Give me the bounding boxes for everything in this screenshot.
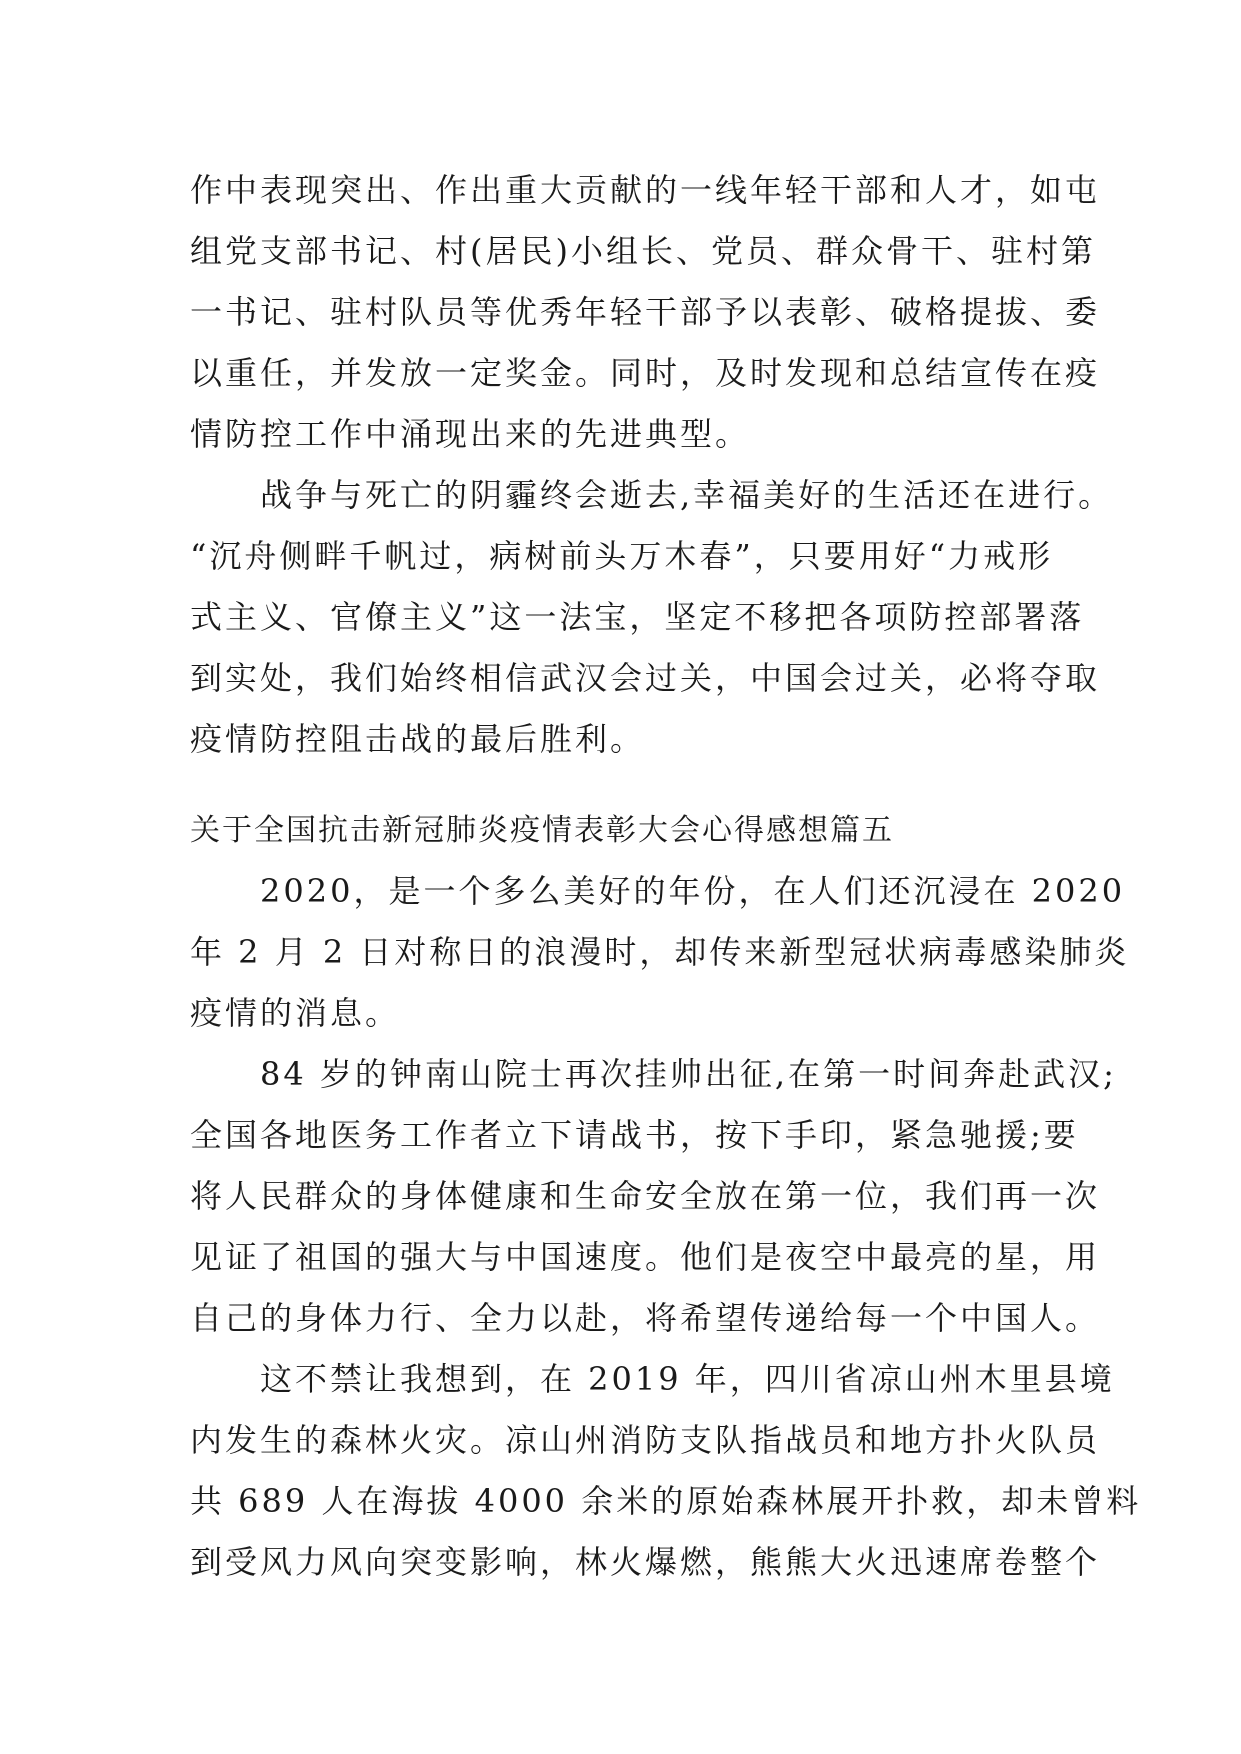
text-line: 84 岁的钟南山院士再次挂帅出征,在第一时间奔赴武汉; [190,1055,1117,1093]
text-line: 作中表现突出、作出重大贡献的一线年轻干部和人才，如屯 [190,171,1101,209]
text-line: 组党支部书记、村(居民)小组长、党员、群众骨干、驻村第 [190,232,1096,270]
text-line: 2020，是一个多么美好的年份，在人们还沉浸在 2020 [190,872,1126,910]
text-line: 自己的身体力行、全力以赴，将希望传递给每一个中国人。 [190,1299,1101,1337]
text-line: “沉舟侧畔千帆过，病树前头万木春”，只要用好“力戒形 [190,537,1054,575]
text-line: 疫情的消息。 [190,994,401,1032]
text-line: 战争与死亡的阴霾终会逝去,幸福美好的生活还在进行。 [190,476,1114,514]
document-body [190,160,1142,1593]
text-line: 一书记、驻村队员等优秀年轻干部予以表彰、破格提拔、委 [190,293,1101,331]
text-line: 内发生的森林火灾。凉山州消防支队指战员和地方扑火队员 [190,1421,1101,1459]
text-line: 到实处，我们始终相信武汉会过关，中国会过关，必将夺取 [190,659,1101,697]
text-line: 年 2 月 2 日对称日的浪漫时，却传来新型冠状病毒感染肺炎 [190,933,1130,971]
text-line: 以重任，并发放一定奖金。同时，及时发现和总结宣传在疫 [190,354,1101,392]
paragraph [190,465,1114,770]
paragraph [190,1044,1117,1349]
text-line: 情防控工作中涌现出来的先进典型。 [190,415,751,453]
text-line: 疫情防控阻击战的最后胜利。 [190,720,646,758]
paragraph [190,1349,1142,1593]
text-line: 全国各地医务工作者立下请战书，按下手印，紧急驰援;要 [190,1116,1079,1154]
text-line: 将人民群众的身体健康和生命安全放在第一位，我们再一次 [190,1177,1101,1215]
paragraph [190,861,1130,1044]
text-line: 这不禁让我想到，在 2019 年，四川省凉山州木里县境 [190,1360,1115,1398]
text-line: 共 689 人在海拔 4000 余米的原始森林展开扑救，却未曾料 [190,1482,1142,1520]
text-line: 见证了祖国的强大与中国速度。他们是夜空中最亮的星，用 [190,1238,1101,1276]
section-gap [190,770,1060,800]
text-line: 式主义、官僚主义”这一法宝，坚定不移把各项防控部署落 [190,598,1085,636]
section-heading: 关于全国抗击新冠肺炎疫情表彰大会心得感想篇五 [190,813,894,848]
paragraph [190,160,1101,465]
text-line: 到受风力风向突变影响，林火爆燃，熊熊大火迅速席卷整个 [190,1543,1101,1581]
